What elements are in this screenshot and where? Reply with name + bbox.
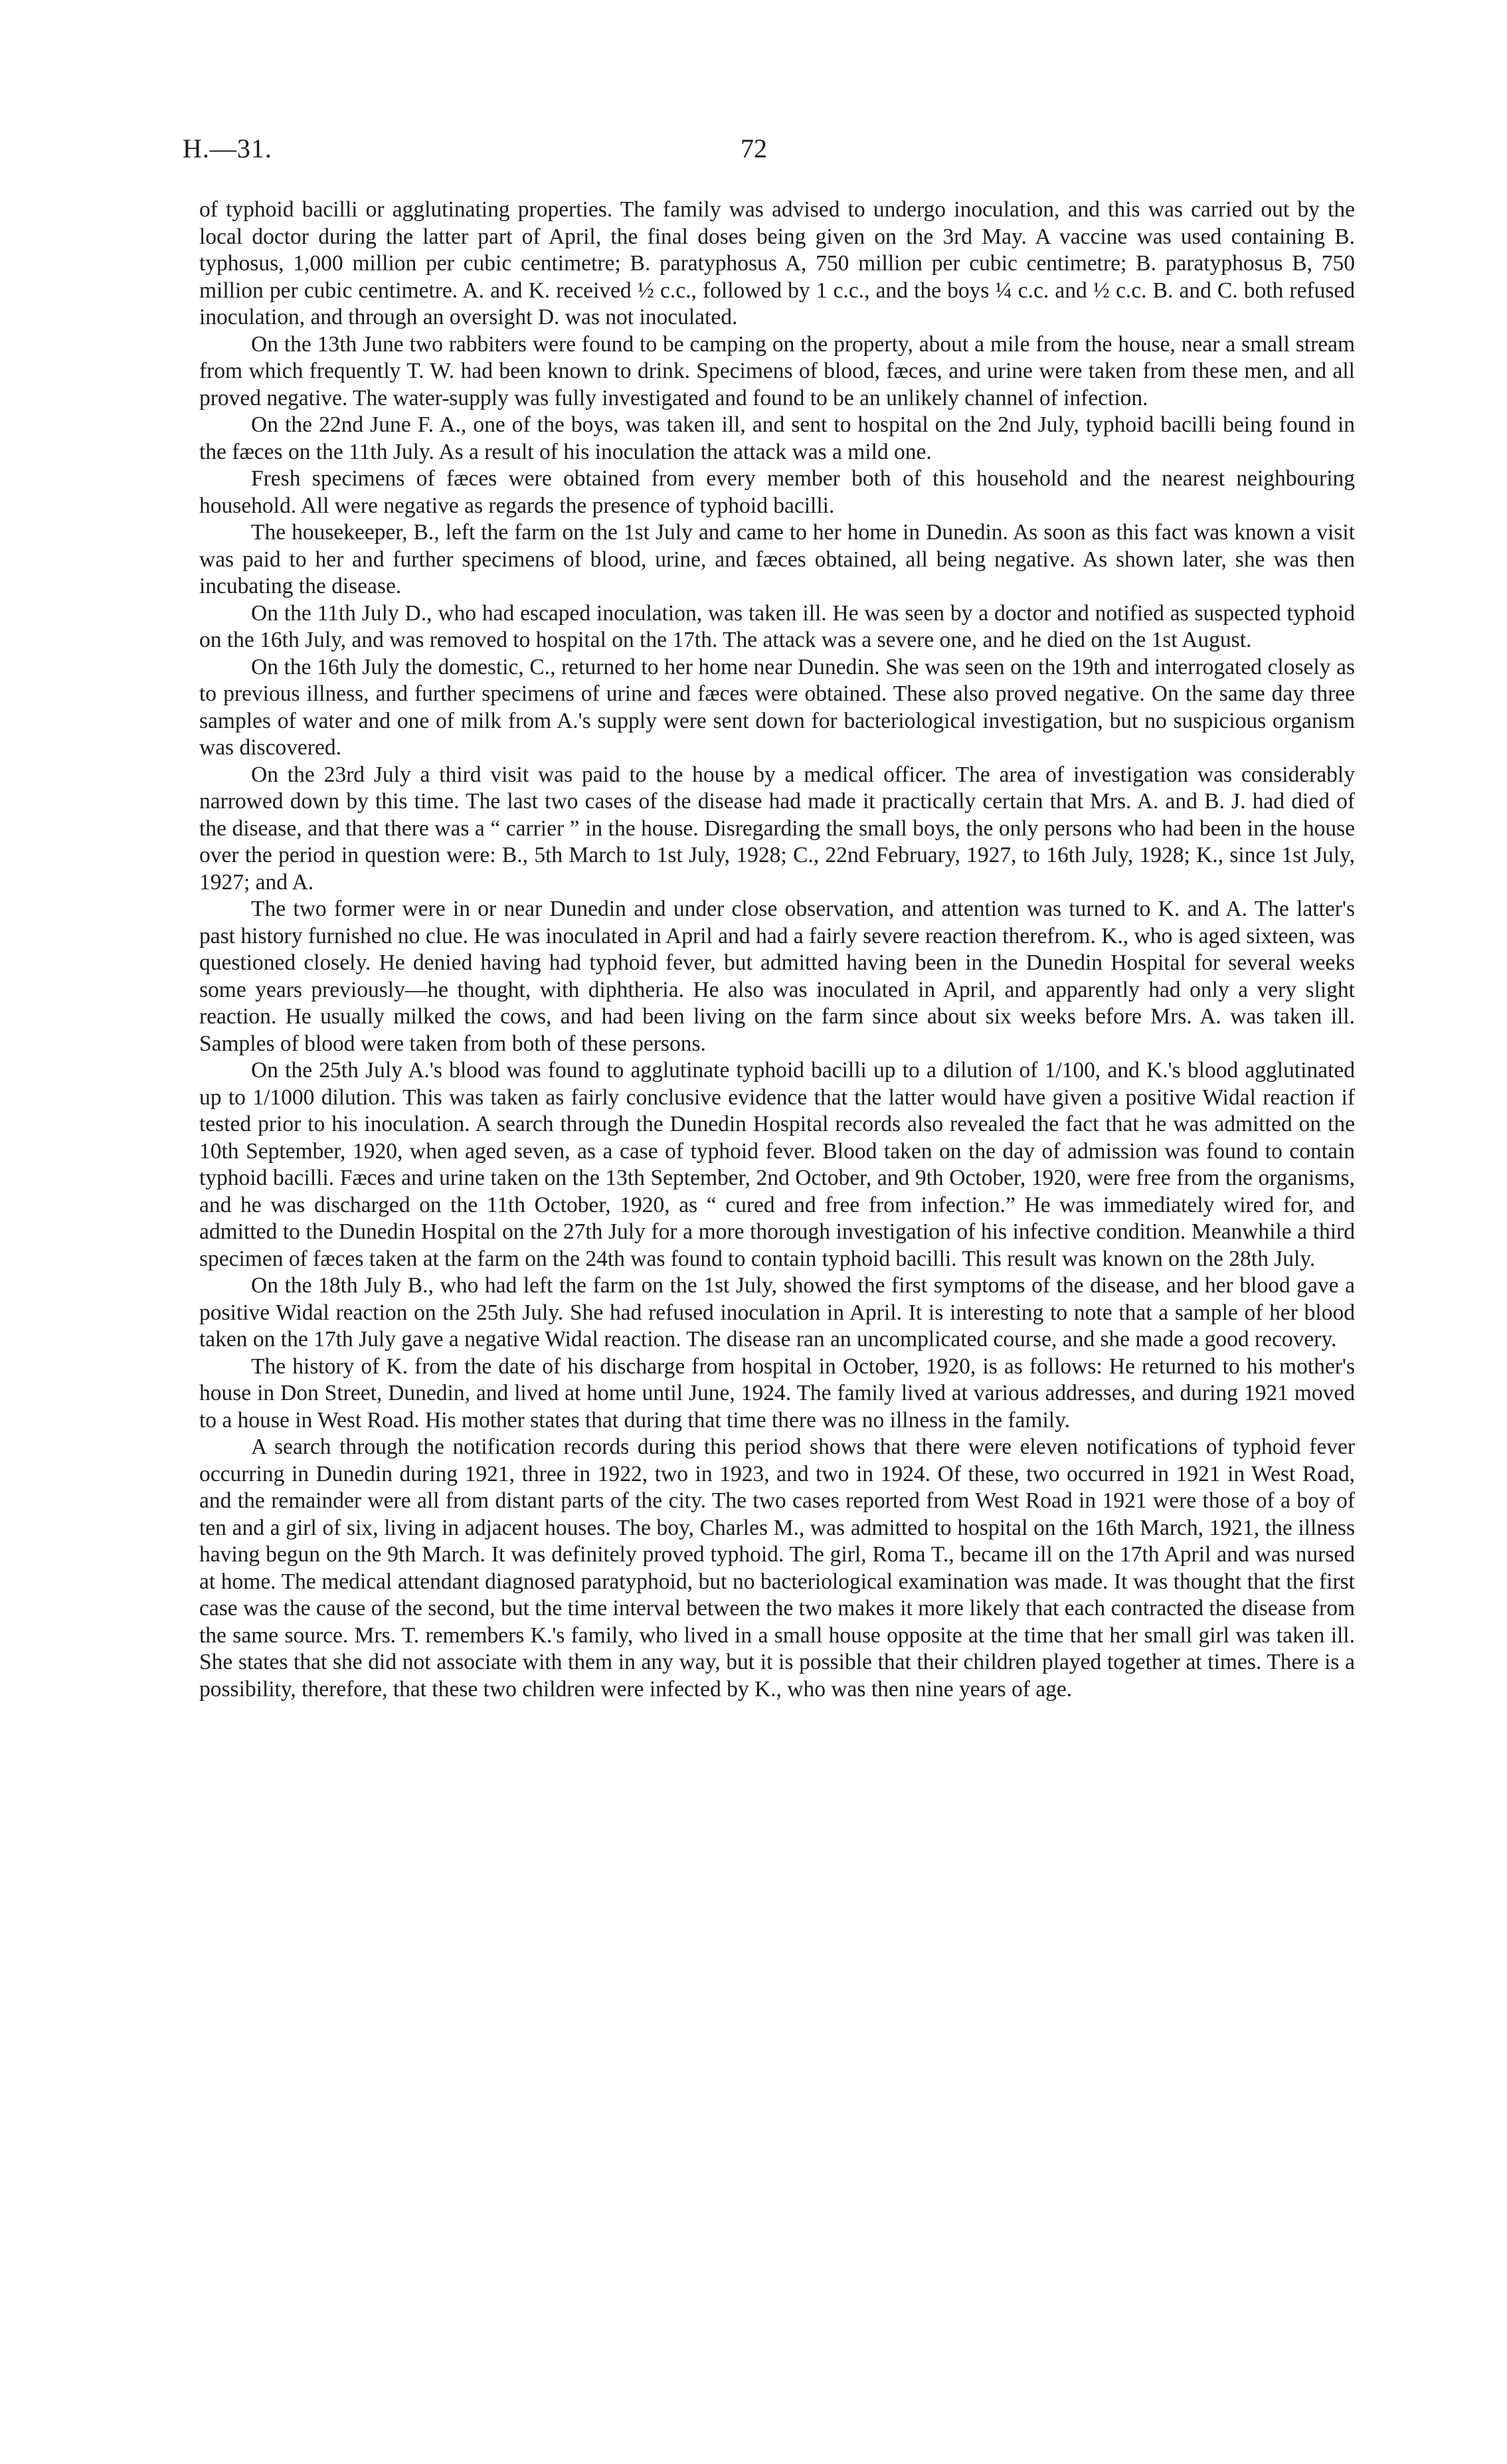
paragraph: Fresh specimens of fæces were obtained from every member both of this household and the nearest neighbouring household. All were negative as regards the presence of typhoid bacilli. xyxy=(199,466,1355,518)
paragraph: On the 18th July B., who had left the farm on the 1st July, showed the first symptoms of the disease, and her blood gave a positive Widal reaction on the 25th July. She had refused inoculation in April. It is interesting to note that a sample of her blood taken on the 17th July gave a negative Widal reaction. The disease ran an uncomplicated course, and she made a good recovery. xyxy=(199,1273,1355,1352)
paragraph: On the 25th July A.'s blood was found to agglutinate typhoid bacilli up to a dilution of 1/100, and K.'s blood agglutinated up to 1/1000 dilution. This was taken as fairly conclusive evidence that the latter would have given a positive Widal reaction if tested prior to his inoculation. A search through the Dunedin Hospital records also revealed the fact that he was admitted on the 10th September, 1920, when aged seven, as a case of typhoid fever. Blood taken on the day of admission was found to contain typhoid bacilli. Fæces and urine taken on the 13th September, 2nd October, and 9th October, 1920, were free from the organisms, and he was discharged on the 11th October, 1920, as “ cured and free from infection.” He was immediately wired for, and admitted to the Dunedin Hospital on the 27th July for a more thorough investigation of his infective condition. Meanwhile a third specimen of fæces taken at the farm on the 24th was found to contain typhoid bacilli. This result was known on the 28th July. xyxy=(199,1058,1355,1271)
series-number: H.—31. xyxy=(183,133,272,163)
body-text xyxy=(199,197,1355,1703)
paragraph: On the 16th July the domestic, C., returned to her home near Dunedin. She was seen on the 19th and interrogated closely as to previous illness, and further specimens of urine and fæces were obtained. These also proved negative. On the same day three samples of water and one of milk from A.'s supply were sent down for bacteriological investigation, but no suspicious organism was discovered. xyxy=(199,654,1355,760)
paragraph: A search through the notification records during this period shows that there were eleven notifications of typhoid fever occurring in Dunedin during 1921, three in 1922, two in 1923, and two in 1924. Of these, two occurred in 1921 in West Road, and the remainder were all from distant parts of the city. The two cases reported from West Road in 1921 were those of a boy of ten and a girl of six, living in adjacent houses. The boy, Charles M., was admitted to hospital on the 16th March, 1921, the illness having begun on the 9th March. It was definitely proved typhoid. The girl, Roma T., became ill on the 17th April and was nursed at home. The medical attendant diagnosed paratyphoid, but no bacteriological examination was made. It was thought that the first case was the cause of the second, but the time interval between the two makes it more likely that each contracted the disease from the same source. Mrs. T. remembers K.'s family, who lived in a small house opposite at the time that her small girl was taken ill. She states that she did not associate with them in any way, but it is possible that their children played together at times. There is a possibility, therefore, that these two children were infected by K., who was then nine years of age. xyxy=(199,1435,1355,1702)
paragraph: The housekeeper, B., left the farm on the 1st July and came to her home in Dunedin. As soon as this fact was known a visit was paid to her and further specimens of blood, urine, and fæces obtained, all being negative. As shown later, she was then incubating the disease. xyxy=(199,520,1355,598)
page-number: 72 xyxy=(741,133,767,163)
paragraph: of typhoid bacilli or agglutinating properties. The family was advised to undergo inoculation, and this was carried out by the local doctor during the latter part of April, the final doses being given on the 3rd May. A vaccine was used containing B. typhosus, 1,000 million per cubic centimetre; B. paratyphosus A, 750 million per cubic centimetre; B. paratyphosus B, 750 million per cubic centimetre. A. and K. received ½ c.c., followed by 1 c.c., and the boys ¼ c.c. and ½ c.c. B. and C. both refused inoculation, and through an oversight D. was not inoculated. xyxy=(199,197,1355,329)
paragraph: On the 13th June two rabbiters were found to be camping on the property, about a mile from the house, near a small stream from which frequently T. W. had been known to drink. Specimens of blood, fæces, and urine were taken from these men, and all proved negative. The water-supply was fully investigated and found to be an unlikely channel of infection. xyxy=(199,331,1355,410)
paragraph: On the 23rd July a third visit was paid to the house by a medical officer. The area of investigation was considerably narrowed down by this time. The last two cases of the disease had made it practically certain that Mrs. A. and B. J. had died of the disease, and that there was a “ carrier ” in the house. Disregarding the small boys, the only persons who had been in the house over the period in question were: B., 5th March to 1st July, 1928; C., 22nd February, 1927, to 16th July, 1928; K., since 1st July, 1927; and A. xyxy=(199,762,1355,895)
paragraph: On the 11th July D., who had escaped inoculation, was taken ill. He was seen by a doctor and notified as suspected typhoid on the 16th July, and was removed to hospital on the 17th. The attack was a severe one, and he died on the 1st August. xyxy=(199,600,1355,652)
paragraph: The two former were in or near Dunedin and under close observation, and attention was turned to K. and A. The latter's past history furnished no clue. He was inoculated in April and had a fairly severe reaction therefrom. K., who is aged sixteen, was questioned closely. He denied having had typhoid fever, but admitted having been in the Dunedin Hospital for several weeks some years previously—he thought, with diphtheria. He also was inoculated in April, and apparently had only a very slight reaction. He usually milked the cows, and had been living on the farm since about six weeks before Mrs. A. was taken ill. Samples of blood were taken from both of these persons. xyxy=(199,897,1355,1056)
page-header xyxy=(183,133,1352,173)
paragraph: On the 22nd June F. A., one of the boys, was taken ill, and sent to hospital on the 2nd July, typhoid bacilli being found in the fæces on the 11th July. As a result of his inoculation the attack was a mild one. xyxy=(199,412,1355,464)
paragraph: The history of K. from the date of his discharge from hospital in October, 1920, is as follows: He returned to his mother's house in Don Street, Dunedin, and lived at home until June, 1924. The family lived at various addresses, and during 1921 moved to a house in West Road. His mother states that during that time there was no illness in the family. xyxy=(199,1354,1355,1433)
